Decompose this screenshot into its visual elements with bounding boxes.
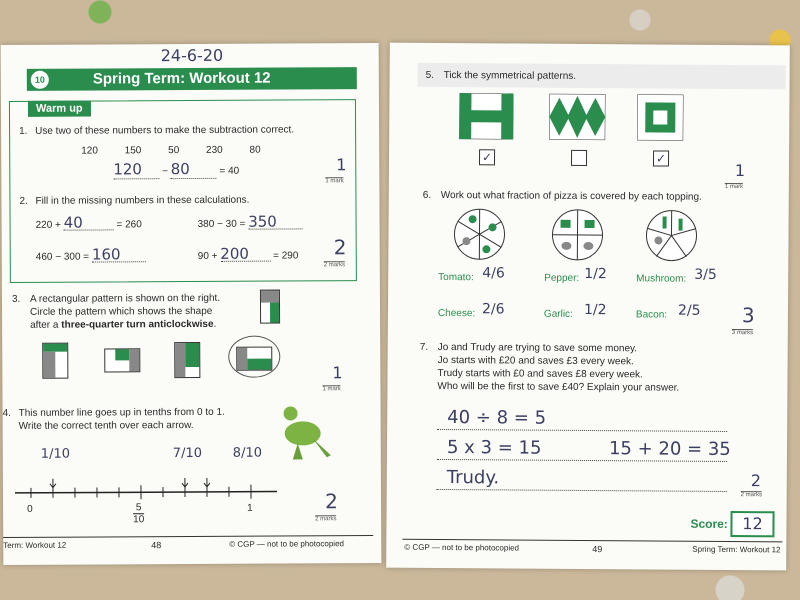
q6-number: 6. <box>422 189 432 201</box>
reference-pattern <box>260 290 280 324</box>
score-label: Score: <box>690 516 728 531</box>
q7-line2: Jo starts with £20 and saves £3 every week. <box>437 354 634 368</box>
q6-mark: 3 <box>741 303 755 328</box>
q2-mark: 2 <box>333 235 347 260</box>
answer-line-1 <box>437 429 727 432</box>
tick-box-2[interactable] <box>571 150 587 166</box>
garlic-label: Garlic: <box>543 308 573 320</box>
q3-mark-label: 1 mark <box>322 386 341 393</box>
tick-box-1[interactable]: ✓ <box>479 149 495 165</box>
q2-d-suffix: = 290 <box>273 250 299 262</box>
page-number: 48 <box>151 540 162 551</box>
q7-answer-line3[interactable]: Trudy. <box>446 467 500 489</box>
q1-numbers <box>81 144 261 158</box>
q7-answer-line2b[interactable]: 15 + 20 = 35 <box>608 438 731 460</box>
q2-d-answer[interactable]: 200 <box>220 248 270 262</box>
q5-mark-label: 1 mark <box>724 183 744 191</box>
half-numerator: 5 <box>135 502 142 514</box>
minus-sign: − <box>162 166 168 178</box>
footer-rule <box>402 539 782 543</box>
q2-a <box>35 213 142 232</box>
garlic-answer[interactable]: 1/2 <box>583 301 607 319</box>
q7-mark-label: 2 marks <box>740 492 763 499</box>
q1-answer-row <box>113 160 239 180</box>
q4-answer-3[interactable]: 8/10 <box>232 445 263 461</box>
page-title: Spring Term: Workout 12 <box>92 69 271 88</box>
q7-line3: Trudy starts with £0 and saves £8 every week. <box>437 367 643 381</box>
right-page <box>386 43 790 571</box>
pizza-2 <box>550 208 604 262</box>
footer-left: Term: Workout 12 <box>3 540 67 550</box>
pattern-2 <box>549 94 605 140</box>
q3-number: 3. <box>11 293 21 305</box>
q7-number: 7. <box>419 341 429 353</box>
title-bar <box>27 67 357 91</box>
handwritten-date: 24-6-20 <box>160 45 224 66</box>
pattern-cell <box>261 291 279 303</box>
pattern-cell <box>237 348 247 370</box>
q4-mark-label: 2 marks <box>315 516 337 523</box>
footer-right: Spring Term: Workout 12 <box>692 544 781 555</box>
q4-answer-2[interactable]: 7/10 <box>172 445 203 462</box>
q3-bold-text: three-quarter turn anticlockwise <box>61 318 214 331</box>
footer-right: © CGP — not to be photocopied <box>229 539 344 549</box>
pattern-cell <box>43 344 67 352</box>
q2-a-answer[interactable]: 40 <box>64 216 114 230</box>
q5-text: Tick the symmetrical patterns. <box>443 69 577 82</box>
q1-option: 80 <box>249 144 261 156</box>
q5-number: 5. <box>425 69 434 81</box>
q3-line1: A rectangular pattern is shown on the right. <box>29 292 221 305</box>
q4-answer-1[interactable]: 1/10 <box>40 446 71 462</box>
score-box[interactable]: 12 <box>730 511 774 537</box>
q2-d-prefix: 90 + <box>197 250 218 262</box>
q1-answer-1[interactable]: 120 <box>113 160 159 179</box>
q2-c <box>35 245 146 264</box>
left-page <box>1 43 382 565</box>
q2-c-prefix: 460 − 300 = <box>35 251 90 263</box>
q2-a-prefix: 220 + <box>35 219 61 231</box>
tick-box-3[interactable]: ✓ <box>653 150 669 166</box>
pattern-cell <box>185 343 199 367</box>
q3-line3 <box>30 318 216 332</box>
pattern-cell <box>175 343 185 377</box>
q1-mark-label: 1 mark <box>325 178 344 185</box>
pattern-1 <box>459 93 513 139</box>
q1-number: 1. <box>19 125 28 137</box>
q4-mark: 2 <box>324 489 338 514</box>
tomato-label: Tomato: <box>438 271 474 284</box>
q4-line2: Write the correct tenth over each arrow. <box>18 419 194 432</box>
q7-answer-line2[interactable]: 5 x 3 = 15 <box>446 437 542 459</box>
q2-a-suffix: = 260 <box>116 219 142 231</box>
kangaroo-illustration <box>272 393 332 463</box>
bacon-label: Bacon: <box>635 309 668 321</box>
q1-option: 230 <box>206 144 223 156</box>
q2-b-prefix: 380 − 30 = <box>197 218 246 230</box>
cheese-label: Cheese: <box>437 307 476 320</box>
option-pattern-3[interactable] <box>174 342 200 378</box>
mushroom-answer[interactable]: 3/5 <box>694 266 717 283</box>
pattern-cell <box>115 349 129 360</box>
pattern-cell <box>43 352 55 378</box>
cheese-answer[interactable]: 2/6 <box>481 301 505 318</box>
q3-period: . <box>213 318 217 330</box>
pepper-label: Pepper: <box>544 272 580 284</box>
number-line-zero: 0 <box>27 503 33 515</box>
q2-text: Fill in the missing numbers in these calculations. <box>35 194 250 207</box>
q3-line2: Circle the pattern which shows the shape <box>30 305 213 318</box>
q1-option: 120 <box>81 145 98 157</box>
q6-mark-label: 3 marks <box>731 330 754 337</box>
pattern-cell <box>129 349 139 371</box>
q2-b-answer[interactable]: 350 <box>248 215 302 229</box>
q4-line1: This number line goes up in tenths from 0 to 1. <box>18 406 225 419</box>
q1-equals: = 40 <box>219 165 240 177</box>
q2-number: 2. <box>19 195 28 207</box>
q1-option: 150 <box>124 145 142 157</box>
pattern-3 <box>637 94 683 140</box>
pattern-cell <box>270 303 279 323</box>
tomato-answer[interactable]: 4/6 <box>482 265 505 282</box>
q7-line4: Who will be the first to save £40? Explain your answer. <box>437 380 680 394</box>
number-line-half <box>133 502 144 525</box>
q1-mark: 1 <box>336 155 347 175</box>
q3-line3-text: after a <box>30 319 59 331</box>
number-line <box>11 472 281 513</box>
mushroom-label: Mushroom: <box>636 273 687 285</box>
pizza-3 <box>644 208 698 262</box>
q5-mark: 1 <box>734 161 746 181</box>
answer-line-3 <box>437 489 727 492</box>
page-number: 49 <box>592 544 603 555</box>
bacon-answer[interactable]: 2/5 <box>677 302 701 319</box>
workout-badge: 10 <box>31 71 49 89</box>
q2-mark-label: 2 marks <box>323 262 346 269</box>
q4-number: 4. <box>2 407 11 419</box>
q1-option: 50 <box>168 145 180 157</box>
number-line-one: 1 <box>247 502 253 514</box>
option-pattern-2[interactable] <box>104 348 140 372</box>
pizza-1 <box>452 207 506 261</box>
q7-answer-line1[interactable]: 40 ÷ 8 = 5 <box>447 407 547 429</box>
q1-text: Use two of these numbers to make the subtraction correct. <box>35 124 295 137</box>
q7-mark: 2 <box>750 471 762 491</box>
pattern-cell <box>247 359 271 370</box>
pepper-answer[interactable]: 1/2 <box>584 265 607 283</box>
option-pattern-4[interactable] <box>236 347 272 371</box>
warmup-label: Warm up <box>28 101 91 117</box>
half-denominator: 10 <box>133 514 145 526</box>
q7-line1: Jo and Trudy are trying to save some money. <box>437 341 638 355</box>
footer-left: © CGP — not to be photocopied <box>404 542 520 553</box>
q2-d <box>197 244 299 263</box>
footer-rule <box>3 535 373 538</box>
q1-answer-2[interactable]: 80 <box>171 160 217 179</box>
q2-c-answer[interactable]: 160 <box>92 248 146 262</box>
option-pattern-1[interactable] <box>42 343 68 379</box>
q2-b <box>197 212 303 231</box>
q6-text: Work out what fraction of pizza is covered by each topping. <box>440 189 702 203</box>
q3-mark: 1 <box>332 363 343 383</box>
